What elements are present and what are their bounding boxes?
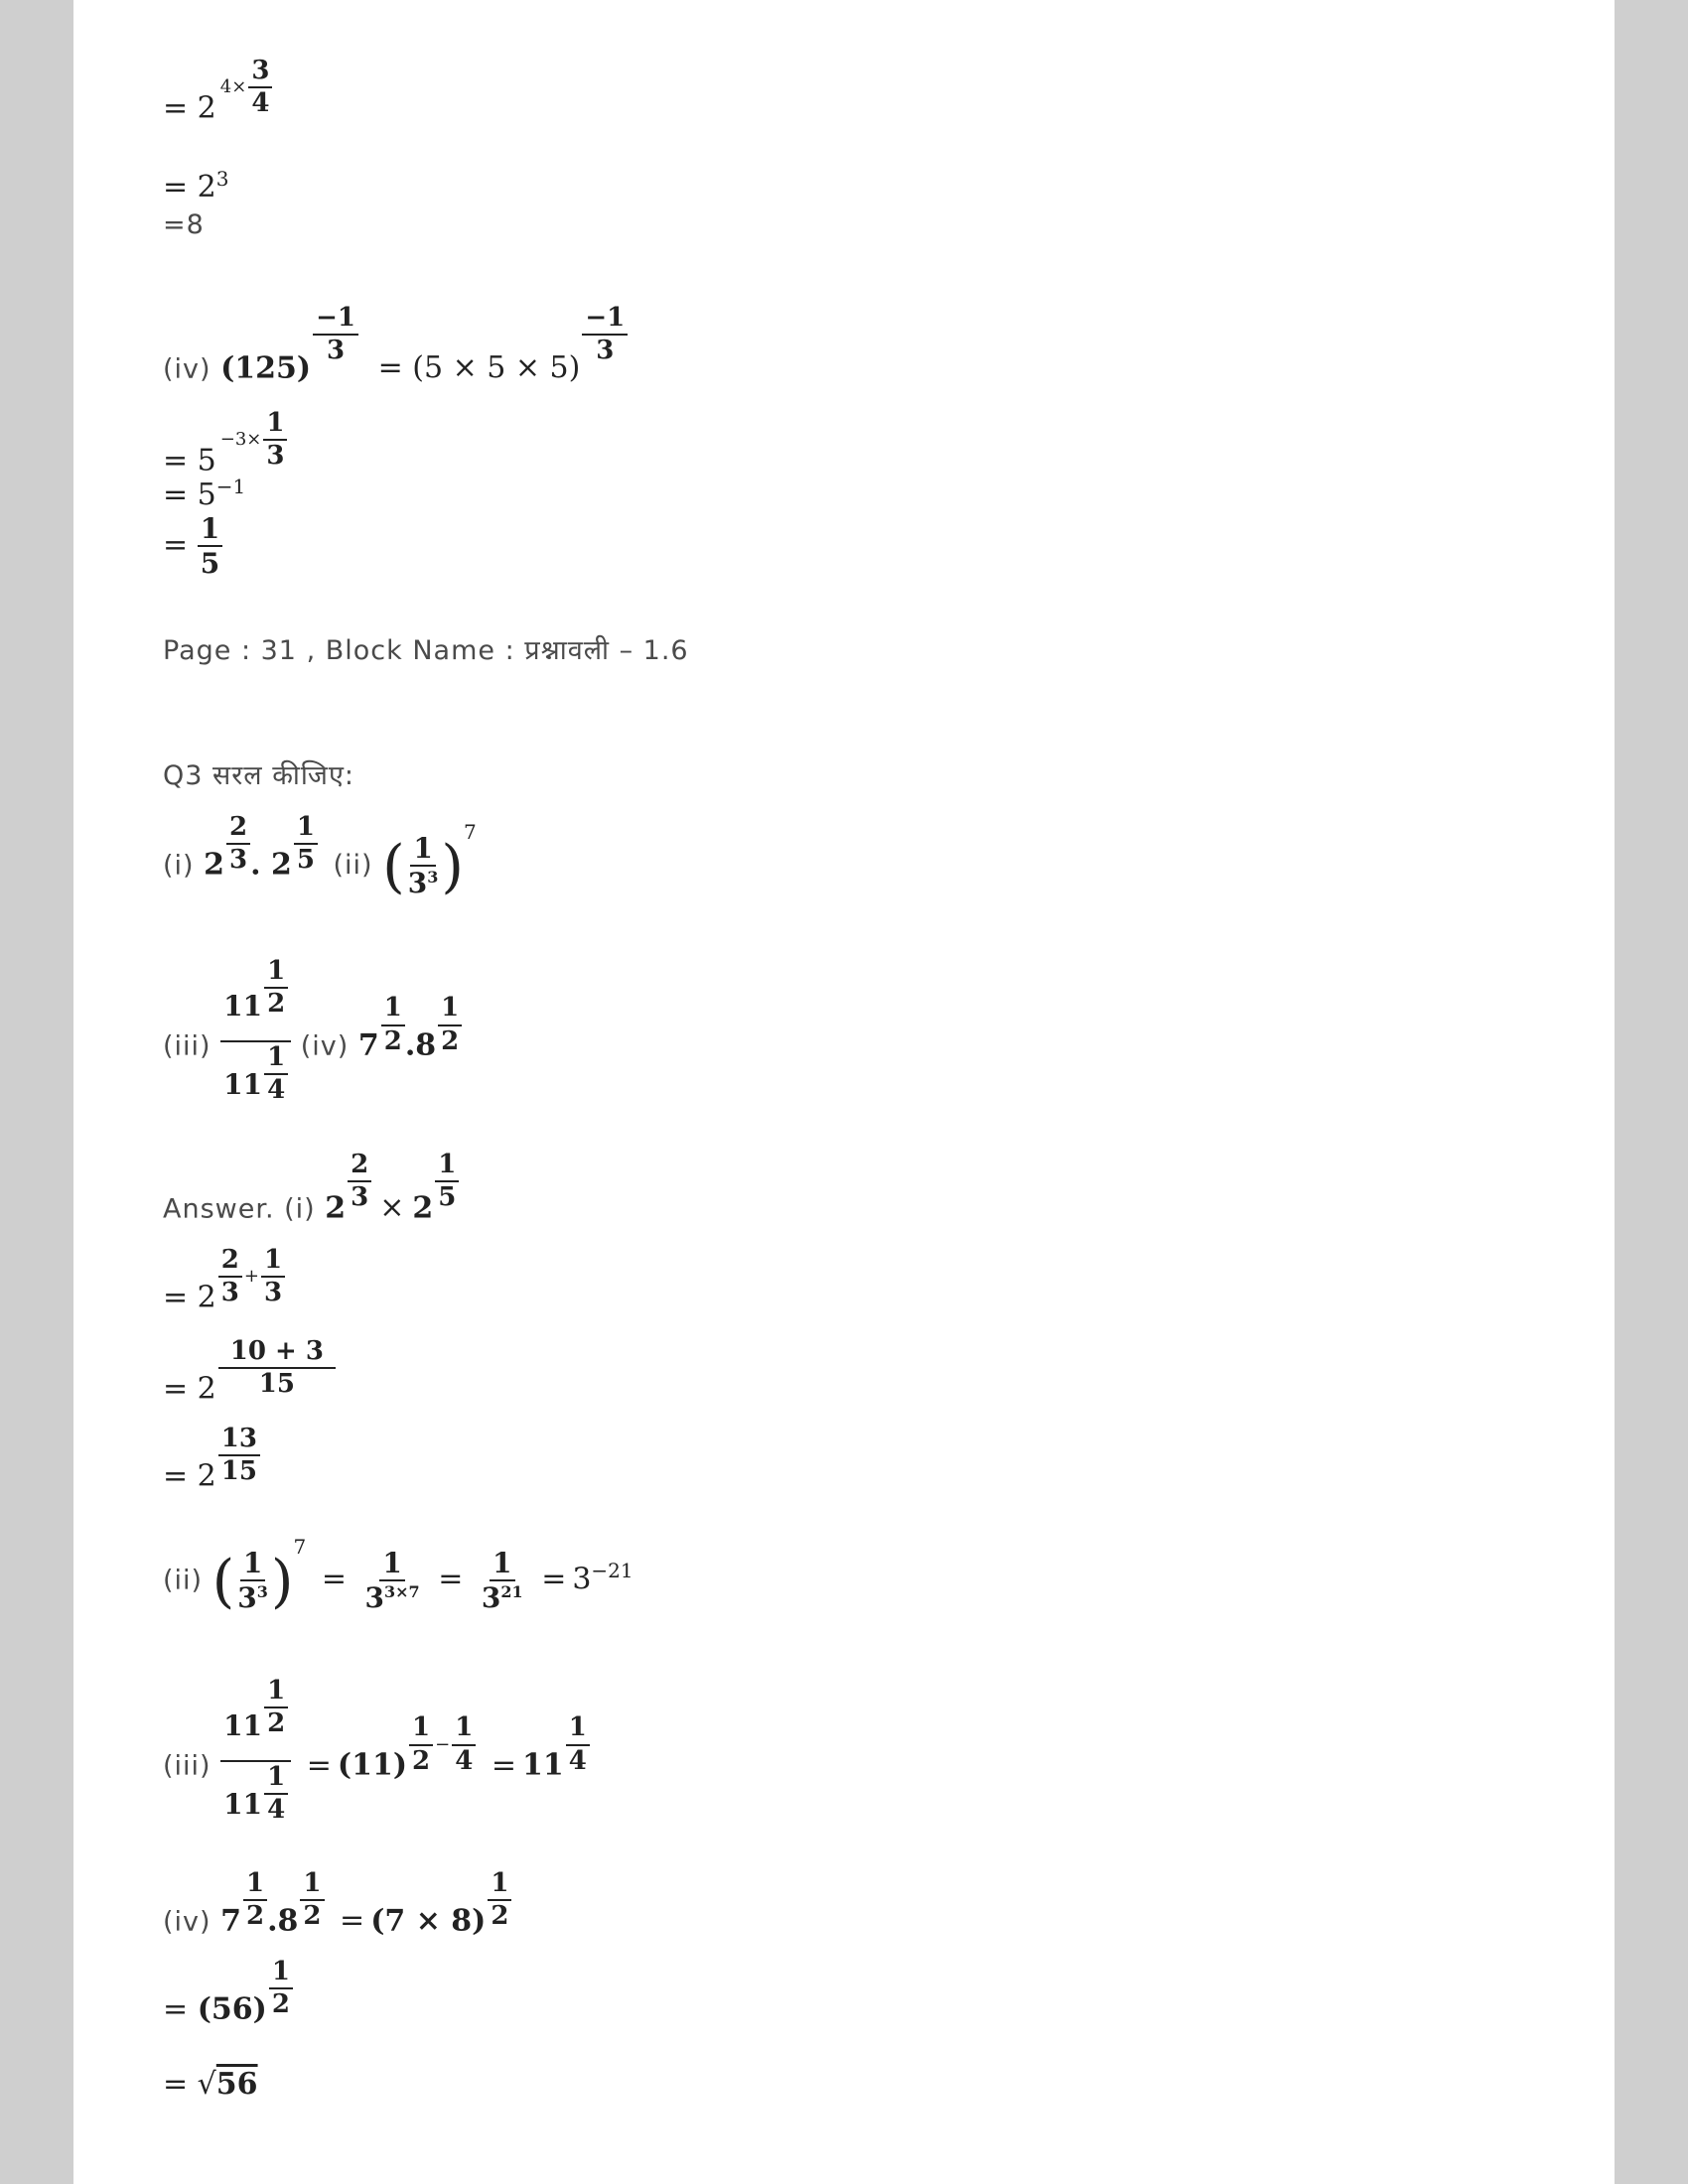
step-line-1 (163, 56, 272, 140)
page-block-label: Page : 31 , Block Name : प्रश्नावली – 1.6 (163, 635, 689, 666)
exp-denominator: 3 (327, 336, 346, 366)
exp-prefix: −3× (219, 429, 262, 451)
label: (iii) (163, 1030, 211, 1062)
answer-step-2: = 2 $\frac{10 + 3}{15}$ (163, 1360, 336, 1421)
expr: = 5 (163, 478, 216, 512)
label: (iv) (163, 1906, 211, 1938)
label: (ii) (163, 1565, 204, 1596)
answer-step-3: = 2 $\frac{13}{15}$ (163, 1447, 260, 1508)
answer-step-1: = 2 $\frac{2}{3}$ + $\frac{1}{3}$ (163, 1269, 285, 1329)
document-page (73, 0, 1615, 2184)
step-line-2 (163, 169, 229, 203)
label: (iii) (163, 1750, 211, 1782)
answer-line-iii: (iii) 11 $\frac{1}{2}$ 11 $\frac{1}{4}$ = (11) $\frac{1}{2}$ − $\frac{1}{4}$ = 11 $\frac{1}{4}$ (163, 1698, 590, 1836)
answer-line-ii: (ii) ( $\frac{1}{33}$ )7 = $\frac{1}{33\times 7}$ = $\frac{1}{321}$ = 3−21 (163, 1535, 633, 1615)
label: (iv) (163, 353, 211, 385)
answer-iv-step-1: = (56) $\frac{1}{2}$ (163, 1980, 293, 2041)
exp-denominator: 3 (266, 441, 285, 472)
q3-line-i-ii: (i) 2 $\frac{2}{3}$ . 2 $\frac{1}{5}$ (ii) ( $\frac{1}{33}$ )7 (163, 812, 477, 900)
iv-line-3 (163, 477, 245, 510)
expr: = 5 (163, 443, 216, 478)
answer-line-i: Answer. (i) 2 $\frac{2}{3}$ × 2 $\frac{1}{5}$ (163, 1179, 459, 1240)
exponent: 3 (215, 167, 229, 191)
answer-iv-step-2: = √56 (163, 2067, 258, 2102)
exp-prefix: 4× (219, 76, 247, 98)
denominator: 5 (200, 547, 220, 581)
answer-label: Answer. (i) (163, 1193, 316, 1225)
radicand: 56 (215, 2067, 258, 2102)
label: (i) (163, 850, 195, 882)
exp-numerator: 1 (263, 410, 287, 441)
exp-numerator: −1 (582, 305, 628, 336)
iv-line-4 (163, 514, 222, 579)
expr: = 2 (163, 90, 216, 126)
exp-denominator: 3 (596, 336, 615, 366)
expr: = 2 (163, 170, 216, 205)
step-line-3: =8 (163, 209, 205, 240)
exp-numerator: 3 (248, 58, 272, 88)
label: (iv) (300, 1030, 350, 1062)
exp-numerator: −1 (313, 305, 358, 336)
q3-line-iii-iv: (iii) 11 $\frac{1}{2}$ 11 $\frac{1}{4}$ (iv) 7 $\frac{1}{2}$ .8 $\frac{1}{2}$ (163, 978, 462, 1116)
iv-line-1 (163, 303, 628, 400)
q3-title: Q3 सरल कीजिए: (163, 760, 354, 791)
base: (125) (220, 350, 312, 386)
exp-denominator: 4 (251, 88, 270, 119)
label: (ii) (333, 850, 373, 882)
expr: = (5 × 5 × 5) (377, 350, 581, 386)
exponent: −1 (215, 475, 246, 498)
expr: = (163, 527, 189, 563)
numerator: 1 (198, 514, 222, 547)
answer-line-iv: (iv) 7 $\frac{1}{2}$ .8 $\frac{1}{2}$ = (7 × 8) $\frac{1}{2}$ (163, 1892, 511, 1953)
